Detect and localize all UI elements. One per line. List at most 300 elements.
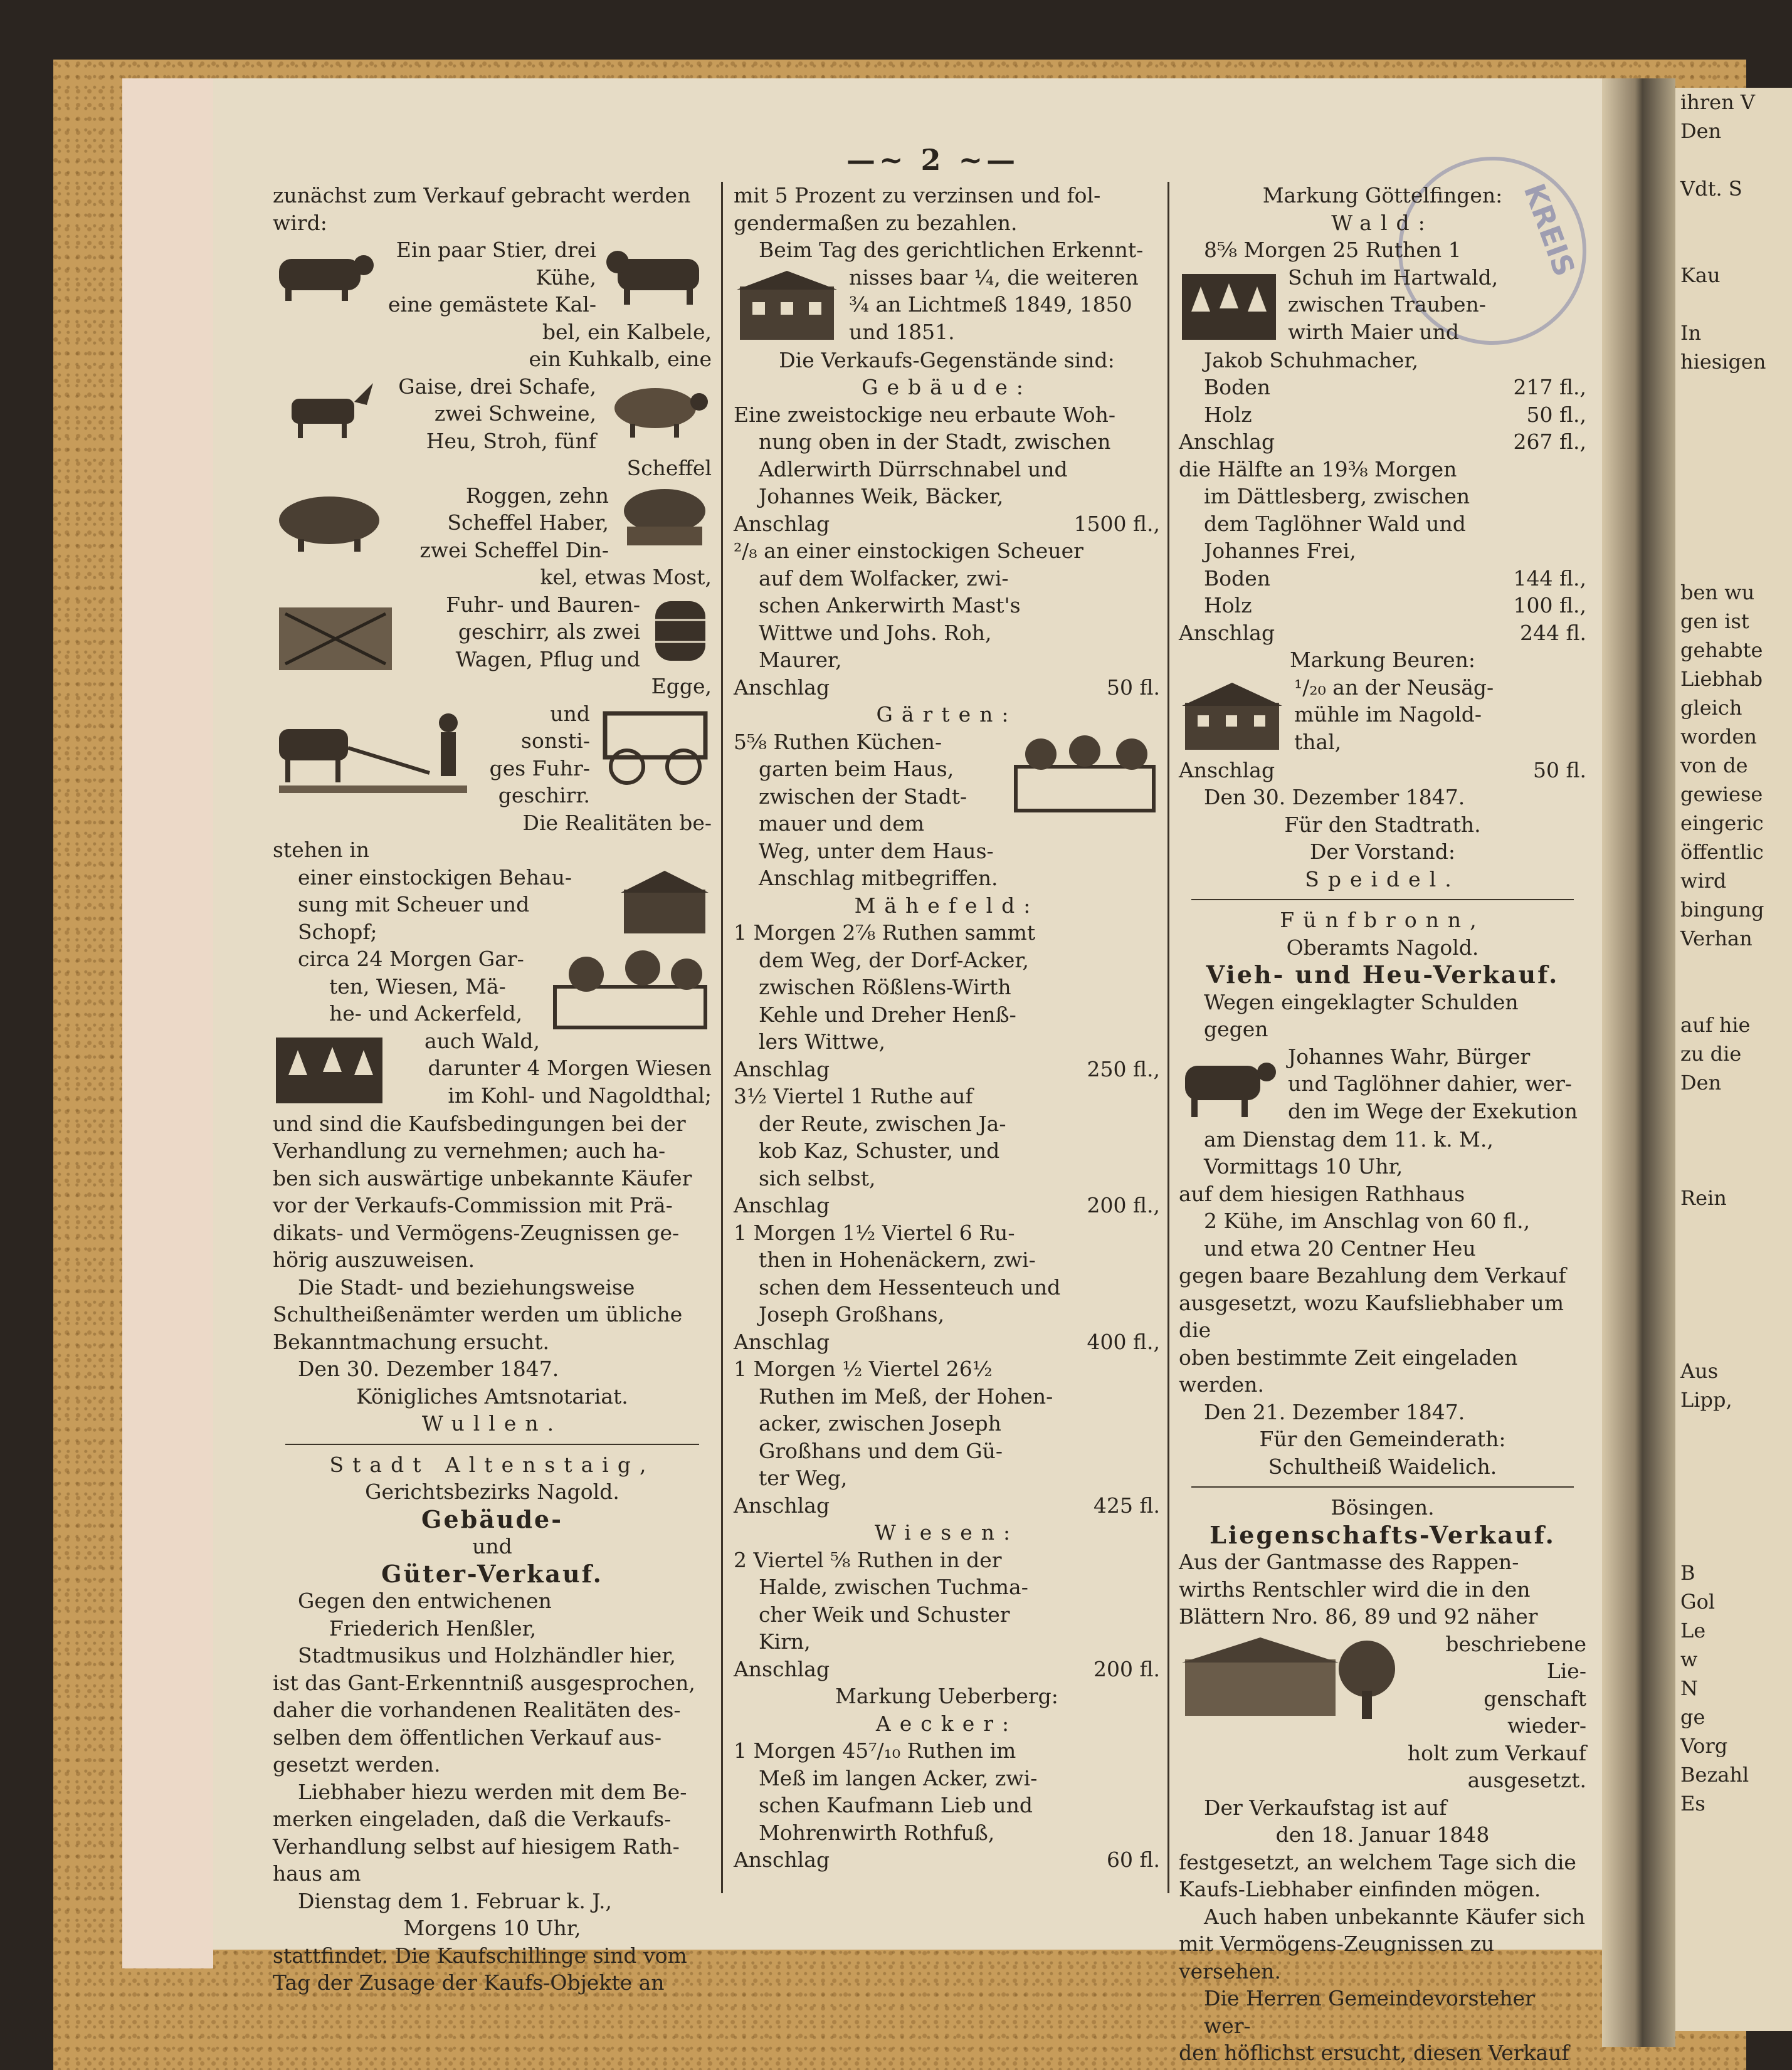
signature: Schultheiß Waidelich. xyxy=(1268,1454,1497,1479)
text-line: Johannes Weik, Bäcker, xyxy=(759,484,1004,508)
text-line: Der Verkaufstag ist auf xyxy=(1204,1795,1447,1820)
text-line: wird: xyxy=(273,210,327,235)
text-line: ausgesetzt, wozu Kaufsliebhaber um die xyxy=(1179,1290,1564,1342)
notice-date: Den 30. Dezember 1847. xyxy=(1204,785,1465,809)
fragment-line xyxy=(1675,203,1792,232)
text-line: he- und Ackerfeld, xyxy=(329,1001,523,1026)
text-line: acker, zwischen Joseph xyxy=(759,1411,1001,1436)
price-row xyxy=(734,1056,1160,1083)
price-label: Anschlag xyxy=(734,511,830,536)
text-line: zwischen Rößlens-Wirth xyxy=(759,975,1011,999)
text-line: Aus der Gantmasse des Rappen- xyxy=(1179,1550,1519,1574)
text-line: Liebhaber hiezu werden mit dem Be- xyxy=(298,1779,687,1804)
heading-connector: und xyxy=(472,1534,512,1558)
text-line: 5⅝ Ruthen Küchen- xyxy=(734,729,942,754)
price-value: 100 fl., xyxy=(1513,593,1586,617)
fragment-line: Verhan xyxy=(1680,927,1752,950)
text-line: dem Weg, der Dorf-Acker, xyxy=(759,947,1029,972)
text-line: schen Kaufmann Lieb und xyxy=(759,1793,1033,1817)
text-line: Verhandlung zu vernehmen; auch ha- xyxy=(273,1138,666,1163)
text-line: Schuh im Hartwald, xyxy=(1288,265,1499,290)
text-line: auch Wald, xyxy=(424,1028,540,1053)
column-rule-2 xyxy=(1167,182,1169,1893)
text-line: im Dättlesberg, zwischen xyxy=(1204,484,1470,508)
text-line: hörig auszuweisen. xyxy=(273,1248,475,1272)
price-row xyxy=(1179,374,1586,401)
fragment-line xyxy=(1675,1472,1792,1501)
text-line: Die Verkaufs-Gegenstände sind: xyxy=(779,347,1115,372)
text-line: mit 5 Prozent zu verzinsen und fol- xyxy=(734,183,1101,208)
price-row xyxy=(1179,757,1586,784)
notice-heading: Liegenschafts-Verkauf. xyxy=(1210,1520,1556,1549)
section-head: Markung Ueberberg: xyxy=(835,1684,1058,1708)
text-line: circa 24 Morgen Gar- xyxy=(298,947,524,971)
text-line: 1 Morgen 45⁷/₁₀ Ruthen im xyxy=(734,1738,1016,1763)
fragment-line: gehabte xyxy=(1680,638,1763,662)
text-line: gendermaßen zu bezahlen. xyxy=(734,210,1018,235)
text-line: merken eingeladen, daß die Verkaufs- xyxy=(273,1807,672,1831)
text-line: und etwa 20 Centner Heu xyxy=(1204,1236,1476,1261)
fragment-line: ben wu xyxy=(1680,581,1755,604)
price-value: 200 fl., xyxy=(1087,1193,1160,1217)
fragment-line: Kau xyxy=(1680,263,1721,287)
text-line: schen dem Hessenteuch und xyxy=(759,1274,1061,1300)
text-line: Mohrenwirth Rothfuß, xyxy=(759,1820,995,1845)
text-line: mühle im Nagold- xyxy=(1294,702,1482,727)
column-rule-1 xyxy=(721,182,723,1893)
price-value: 60 fl. xyxy=(1107,1847,1160,1872)
fragment-line: ihren V xyxy=(1680,90,1755,114)
fragment-line xyxy=(1675,376,1792,405)
notice-date: Den 30. Dezember 1847. xyxy=(298,1357,559,1381)
text-line: Wagen, Pflug und Egge, xyxy=(455,646,712,698)
fragment-line: Vorg xyxy=(1680,1734,1728,1758)
section-divider xyxy=(285,1444,699,1445)
text-line: Auch haben unbekannte Käufer sich xyxy=(1204,1904,1586,1929)
section-divider xyxy=(1191,899,1574,900)
text-line: Eine zweistockige neu erbaute Woh- xyxy=(734,402,1115,427)
price-row xyxy=(1179,619,1586,647)
book-spine xyxy=(1602,78,1675,2047)
text-line: Meß im langen Acker, zwi- xyxy=(759,1765,1038,1790)
district-name: Gerichtsbezirks Nagold. xyxy=(365,1479,619,1504)
price-row xyxy=(734,1492,1160,1520)
text-line: und sind die Kaufsbedingungen bei der xyxy=(273,1111,686,1136)
text-line: haus am xyxy=(273,1861,361,1886)
text-line: 1 Morgen 2⅞ Ruthen sammt xyxy=(734,920,1036,945)
fragment-line: Es xyxy=(1680,1792,1705,1815)
text-line: beschriebene Lie- xyxy=(1445,1631,1586,1683)
text-line: holt zum Verkauf xyxy=(1407,1740,1586,1765)
place-name: Fünfbronn, xyxy=(1280,908,1485,932)
council-name: Für den Gemeinderath: xyxy=(1259,1427,1506,1451)
text-line: genschaft wieder- xyxy=(1484,1686,1586,1738)
text-line: Bekanntmachung ersucht. xyxy=(273,1329,550,1354)
fragment-line: zu die xyxy=(1680,1042,1742,1066)
fragment-line: Gol xyxy=(1680,1590,1716,1614)
text-line: dem Taglöhner Wald und xyxy=(1204,511,1466,536)
price-value: 200 fl. xyxy=(1094,1656,1160,1681)
plough-team-woodcut-icon xyxy=(273,704,473,798)
goat-woodcut-icon xyxy=(273,377,379,439)
garden-woodcut-icon xyxy=(549,949,712,1031)
text-line: einer einstockigen Behau- xyxy=(298,864,572,890)
fragment-line: Rein xyxy=(1680,1186,1727,1210)
garden-woodcut-icon xyxy=(1009,732,1160,814)
text-line: schen Ankerwirth Mast's xyxy=(759,593,1021,617)
section-head: Wiesen: xyxy=(874,1520,1020,1545)
section-head: Markung Beuren: xyxy=(1289,648,1476,672)
sheep-woodcut-icon xyxy=(605,377,712,439)
price-label: Anschlag xyxy=(734,675,830,700)
fragment-line: Aus xyxy=(1680,1359,1719,1383)
text-line: Johannes Wahr, Bürger xyxy=(1288,1044,1531,1069)
page-number: —~ 2 ~— xyxy=(846,143,1020,177)
text-line: und 1851. xyxy=(849,319,955,344)
price-label: Anschlag xyxy=(734,1847,830,1872)
text-line: und Taglöhner dahier, wer- xyxy=(1288,1071,1573,1096)
text-line: ben sich auswärtige unbekannte Käufer xyxy=(273,1165,692,1190)
fragment-line xyxy=(1675,1212,1792,1241)
text-line: 3½ Viertel 1 Ruthe auf xyxy=(734,1084,973,1108)
text-line: Ein paar Stier, drei Kühe, xyxy=(396,238,596,290)
house-woodcut-icon xyxy=(618,868,712,937)
fragment-line xyxy=(1675,463,1792,491)
signature: Speidel. xyxy=(1305,866,1460,891)
price-row xyxy=(1179,592,1586,619)
price-row xyxy=(734,1192,1160,1219)
text-line: auf dem hiesigen Rathhaus xyxy=(1179,1181,1465,1206)
price-label: Anschlag xyxy=(734,1329,830,1354)
text-line: Fuhr- und Bauren- xyxy=(446,592,640,617)
fragment-line: worden xyxy=(1680,725,1757,749)
cow-woodcut-icon xyxy=(273,240,379,303)
fragment-line xyxy=(1675,549,1792,578)
text-line: zwei Schweine, xyxy=(434,401,596,426)
bull-woodcut-icon xyxy=(605,240,712,309)
text-line: kel, etwas Most, xyxy=(540,565,712,589)
fragment-line: auf hie xyxy=(1680,1013,1751,1037)
fragment-line: ge xyxy=(1680,1705,1705,1729)
text-line: Johannes Frei, xyxy=(1204,539,1356,563)
fragment-line xyxy=(1675,145,1792,174)
fragment-line xyxy=(1675,1501,1792,1530)
haystack-woodcut-icon xyxy=(618,486,712,549)
fragment-line xyxy=(1675,1443,1792,1472)
fragment-line xyxy=(1675,982,1792,1011)
text-line: Die Realitäten be- xyxy=(522,810,712,835)
forest-woodcut-icon xyxy=(273,1031,386,1106)
text-line: Verhandlung selbst auf hiesigem Rath- xyxy=(273,1834,680,1859)
price-label: Holz xyxy=(1204,402,1252,427)
text-line: geschirr, als zwei xyxy=(458,619,640,644)
text-line: ausgesetzt. xyxy=(1467,1768,1586,1792)
text-line: zwei Scheffel Din- xyxy=(419,537,609,562)
pig-woodcut-icon xyxy=(273,486,386,555)
price-value: 144 fl., xyxy=(1513,565,1586,591)
fragment-line: gewiese xyxy=(1680,782,1763,806)
text-line: den höflichst ersucht, diesen Verkauf xyxy=(1179,2041,1569,2065)
text-line: stehen in xyxy=(273,838,370,862)
text-line: 1 Morgen ½ Viertel 26½ xyxy=(734,1357,993,1381)
price-label: Anschlag xyxy=(734,1193,830,1217)
fragment-line xyxy=(1675,1097,1792,1126)
price-label: Anschlag xyxy=(1179,429,1275,454)
price-label: Holz xyxy=(1204,593,1252,617)
fragment-line: Vdt. S xyxy=(1680,177,1742,201)
harness-woodcut-icon xyxy=(273,595,398,676)
text-line: eine gemästete Kal- xyxy=(388,292,597,317)
forest-woodcut-icon xyxy=(1179,268,1279,343)
left-margin-strip xyxy=(122,78,213,1968)
text-line: mauer und dem xyxy=(759,811,925,836)
fragment-line: eingeric xyxy=(1680,811,1764,835)
section-head: Gärten: xyxy=(876,702,1018,727)
price-value: 244 fl. xyxy=(1520,620,1586,645)
barrel-woodcut-icon xyxy=(649,595,712,664)
text-line: Adlerwirth Dürrschnabel und xyxy=(759,456,1068,481)
fragment-line: Liebhab xyxy=(1680,667,1763,691)
text-line: Vormittags 10 Uhr, xyxy=(1204,1154,1403,1179)
price-row xyxy=(734,1328,1160,1356)
fragment-line xyxy=(1675,1530,1792,1558)
text-line: stattfindet. Die Kaufschillinge sind vom xyxy=(273,1943,687,1968)
farmstead-woodcut-icon xyxy=(1179,1634,1405,1722)
text-line: Roggen, zehn xyxy=(465,483,609,508)
text-line: vor der Verkaufs-Commission mit Prä- xyxy=(273,1193,673,1217)
fragment-line: Lipp, xyxy=(1680,1388,1732,1412)
text-line: Halde, zwischen Tuchma- xyxy=(759,1575,1028,1599)
text-line: ²/₈ an einer einstockigen Scheuer xyxy=(734,539,1083,563)
price-value: 425 fl. xyxy=(1094,1493,1160,1518)
fragment-line xyxy=(1675,1414,1792,1443)
place-name: Bösingen. xyxy=(1331,1495,1435,1520)
price-row xyxy=(1179,565,1586,592)
fragment-line: N xyxy=(1680,1676,1698,1700)
text-line: 1 Morgen 1½ Viertel 6 Ru- xyxy=(734,1220,1015,1245)
text-line: ¹/₂₀ an der Neusäg- xyxy=(1294,675,1494,700)
text-line: then in Hohenäckern, zwi- xyxy=(759,1248,1036,1272)
text-line: Friederich Henßler, xyxy=(329,1616,537,1641)
price-row xyxy=(734,1656,1160,1683)
price-value: 50 fl. xyxy=(1533,757,1586,782)
sale-day: Dienstag dem 1. Februar k. J., xyxy=(298,1888,613,1913)
price-label: Anschlag xyxy=(734,1493,830,1518)
text-line: kob Kaz, Schuster, und xyxy=(759,1138,1000,1163)
text-line: Anschlag mitbegriffen. xyxy=(759,866,998,890)
price-row xyxy=(734,510,1160,538)
text-line: ges Fuhr- xyxy=(489,755,590,780)
text-line: mit Vermögens-Zeugnissen zu versehen. xyxy=(1179,1931,1495,1983)
fragment-line xyxy=(1675,1328,1792,1357)
sale-time: Morgens 10 Uhr, xyxy=(403,1916,581,1940)
text-line: Tag der Zusage der Kaufs-Objekte an xyxy=(273,1970,665,1995)
district-name: Oberamts Nagold. xyxy=(1286,935,1479,960)
sale-date: den 18. Januar 1848 xyxy=(1275,1822,1490,1847)
text-line: dikats- und Vermögens-Zeugnissen ge- xyxy=(273,1220,680,1245)
text-line: ein Kuhkalb, eine xyxy=(529,347,712,371)
text-line: 2 Kühe, im Anschlag von 60 fl., xyxy=(1204,1209,1531,1233)
text-line: auf dem Wolfacker, zwi- xyxy=(759,565,1009,591)
section-head: Mähefeld: xyxy=(854,893,1040,918)
price-label: Anschlag xyxy=(734,1056,830,1081)
price-row xyxy=(734,1846,1160,1874)
text-line: ter Weg, xyxy=(759,1466,848,1490)
text-line: wirths Rentschler wird die in den xyxy=(1179,1577,1531,1602)
text-line: festgesetzt, an welchem Tage sich die xyxy=(1179,1849,1576,1874)
council-name: Für den Stadtrath. xyxy=(1284,812,1481,837)
fragment-line xyxy=(1675,491,1792,520)
fragment-line xyxy=(1675,1241,1792,1270)
building-woodcut-icon xyxy=(734,268,840,343)
fragment-line: w xyxy=(1680,1647,1698,1671)
text-line: Kaufs-Liebhaber einfinden mögen. xyxy=(1179,1877,1541,1901)
text-line: garten beim Haus, xyxy=(759,757,954,781)
text-line: geschirr. xyxy=(498,783,590,807)
text-line: nung oben in der Stadt, zwischen xyxy=(759,429,1111,454)
fragment-line xyxy=(1675,1299,1792,1328)
fragment-line xyxy=(1675,434,1792,463)
text-line: 2 Viertel ⅝ Ruthen in der xyxy=(734,1547,1002,1572)
price-value: 250 fl., xyxy=(1087,1056,1160,1081)
text-line: Gaise, drei Schafe, xyxy=(398,374,596,399)
notice-heading: Gebäude- xyxy=(421,1505,563,1533)
text-line: Blättern Nro. 86, 89 und 92 näher xyxy=(1179,1604,1538,1629)
fragment-line: gleich xyxy=(1680,696,1742,720)
section-head: Gebäude: xyxy=(862,375,1032,399)
mill-woodcut-icon xyxy=(1179,678,1285,753)
place-name: Stadt Altenstaig, xyxy=(329,1452,655,1477)
fragment-line: B xyxy=(1680,1561,1695,1585)
chair-title: Der Vorstand: xyxy=(1309,839,1456,864)
notice-date: Den 21. Dezember 1847. xyxy=(1204,1399,1465,1424)
price-row xyxy=(734,674,1160,701)
fragment-line: In xyxy=(1680,321,1702,345)
text-line: Kirn, xyxy=(759,1629,811,1654)
fragment-line xyxy=(1675,520,1792,549)
text-line: cher Weik und Schuster xyxy=(759,1602,1010,1627)
text-line: daher die vorhandenen Realitäten des- xyxy=(273,1698,681,1722)
text-line: Großhans und dem Gü- xyxy=(759,1438,1003,1463)
price-value: 50 fl., xyxy=(1526,402,1586,427)
office-name: Königliches Amtsnotariat. xyxy=(356,1384,628,1409)
column-2 xyxy=(734,182,1160,1874)
text-line: bel, ein Kalbele, xyxy=(542,319,712,344)
price-label: Anschlag xyxy=(734,1656,830,1681)
text-line: Wegen eingeklagter Schulden gegen xyxy=(1204,989,1519,1041)
price-label: Boden xyxy=(1204,375,1271,399)
fragment-line xyxy=(1675,232,1792,261)
column-3 xyxy=(1179,182,1586,2067)
text-line: Stadtmusikus und Holzhändler hier, xyxy=(298,1643,676,1668)
text-line: Beim Tag des gerichtlichen Erkennt- xyxy=(759,238,1144,262)
text-line: Schultheißenämter werden um übliche xyxy=(273,1302,683,1327)
notice-heading: Güter-Verkauf. xyxy=(381,1559,603,1588)
text-line: gesetzt werden. xyxy=(273,1752,441,1777)
signature: Wullen. xyxy=(421,1411,563,1436)
text-line: Schopf; xyxy=(298,919,377,944)
fragment-line xyxy=(1675,1126,1792,1155)
text-line: nisses baar ¼, die weiteren xyxy=(849,265,1139,290)
text-line: darunter 4 Morgen Wiesen xyxy=(428,1056,712,1080)
text-line: Jakob Schuhmacher, xyxy=(1204,347,1419,372)
fragment-line: Bezahl xyxy=(1680,1763,1749,1787)
fragment-line: Den xyxy=(1680,119,1722,143)
text-line: Die Herren Gemeindevorsteher wer- xyxy=(1204,1986,1535,2038)
notice-heading: Vieh- und Heu-Verkauf. xyxy=(1206,960,1559,989)
text-line: sich selbst, xyxy=(759,1165,876,1190)
facing-page-fragment xyxy=(1675,88,1792,2031)
fragment-line: hiesigen xyxy=(1680,350,1766,374)
fragment-line xyxy=(1675,1155,1792,1184)
text-line: Heu, Stroh, fünf Scheffel xyxy=(426,428,712,480)
fragment-line: gen ist xyxy=(1680,609,1749,633)
text-line: Kehle und Dreher Henß- xyxy=(759,1002,1016,1027)
text-line: im Kohl- und Nagoldthal; xyxy=(448,1083,712,1108)
stamp-text: KREIS xyxy=(1517,179,1582,281)
fragment-line: von de xyxy=(1680,754,1748,777)
price-value: 1500 fl., xyxy=(1073,511,1160,536)
text-line: die Hälfte an 19⅜ Morgen xyxy=(1179,456,1457,481)
fragment-line: Den xyxy=(1680,1071,1722,1095)
text-line: thal, xyxy=(1294,729,1342,754)
text-line: zunächst zum Verkauf gebracht werden xyxy=(273,183,691,208)
section-head: Aecker: xyxy=(875,1711,1018,1736)
text-line: lers Wittwe, xyxy=(759,1029,885,1054)
fragment-line: bingung xyxy=(1680,898,1764,922)
fragment-line xyxy=(1675,1270,1792,1299)
text-line: ¾ an Lichtmeß 1849, 1850 xyxy=(849,292,1132,317)
text-line: Gegen den entwichenen xyxy=(298,1589,552,1613)
text-line: Maurer, xyxy=(759,648,842,672)
text-line: zwischen der Stadt- xyxy=(759,784,967,809)
text-line: Weg, unter dem Haus- xyxy=(759,838,994,863)
fragment-line: Le xyxy=(1680,1619,1706,1642)
text-line: Wittwe und Johs. Roh, xyxy=(759,620,992,645)
fragment-line: wird xyxy=(1680,869,1727,893)
price-label: Anschlag xyxy=(1179,620,1275,645)
fragment-line xyxy=(1675,405,1792,434)
price-row xyxy=(1179,401,1586,429)
wagon-woodcut-icon xyxy=(599,704,712,785)
text-line: gegen baare Bezahlung dem Verkauf xyxy=(1179,1263,1566,1288)
price-label: Boden xyxy=(1204,565,1271,591)
price-value: 50 fl. xyxy=(1107,675,1160,700)
text-line: sung mit Scheuer und xyxy=(298,892,530,917)
section-divider xyxy=(1191,1486,1574,1488)
text-line: oben bestimmte Zeit eingeladen werden. xyxy=(1179,1345,1518,1397)
text-line: Ruthen im Meß, der Hohen- xyxy=(759,1384,1053,1409)
text-line: ist das Gant-Erkenntniß ausgesprochen, xyxy=(273,1670,695,1695)
price-value: 400 fl., xyxy=(1087,1329,1160,1354)
text-line: der Reute, zwischen Ja- xyxy=(759,1111,1006,1136)
text-line: Scheffel Haber, xyxy=(447,510,609,535)
text-line: 8⅝ Morgen 25 Ruthen 1 xyxy=(1204,238,1462,262)
text-line: Joseph Großhans, xyxy=(759,1302,945,1327)
price-label: Anschlag xyxy=(1179,757,1275,782)
text-line: den im Wege der Exekution xyxy=(1288,1098,1578,1123)
section-head: Markung Göttelfingen: xyxy=(1262,183,1503,208)
price-row xyxy=(1179,428,1586,456)
text-line: Die Stadt- und beziehungsweise xyxy=(298,1274,635,1300)
text-line: selben dem öffentlichen Verkauf aus- xyxy=(273,1725,662,1750)
text-line: zwischen Trauben- xyxy=(1288,292,1486,317)
fragment-line xyxy=(1675,953,1792,982)
fragment-line xyxy=(1675,290,1792,318)
text-line: und sonsti- xyxy=(521,701,590,753)
section-head: Wald: xyxy=(1331,210,1434,235)
text-line: ten, Wiesen, Mä- xyxy=(329,974,506,999)
